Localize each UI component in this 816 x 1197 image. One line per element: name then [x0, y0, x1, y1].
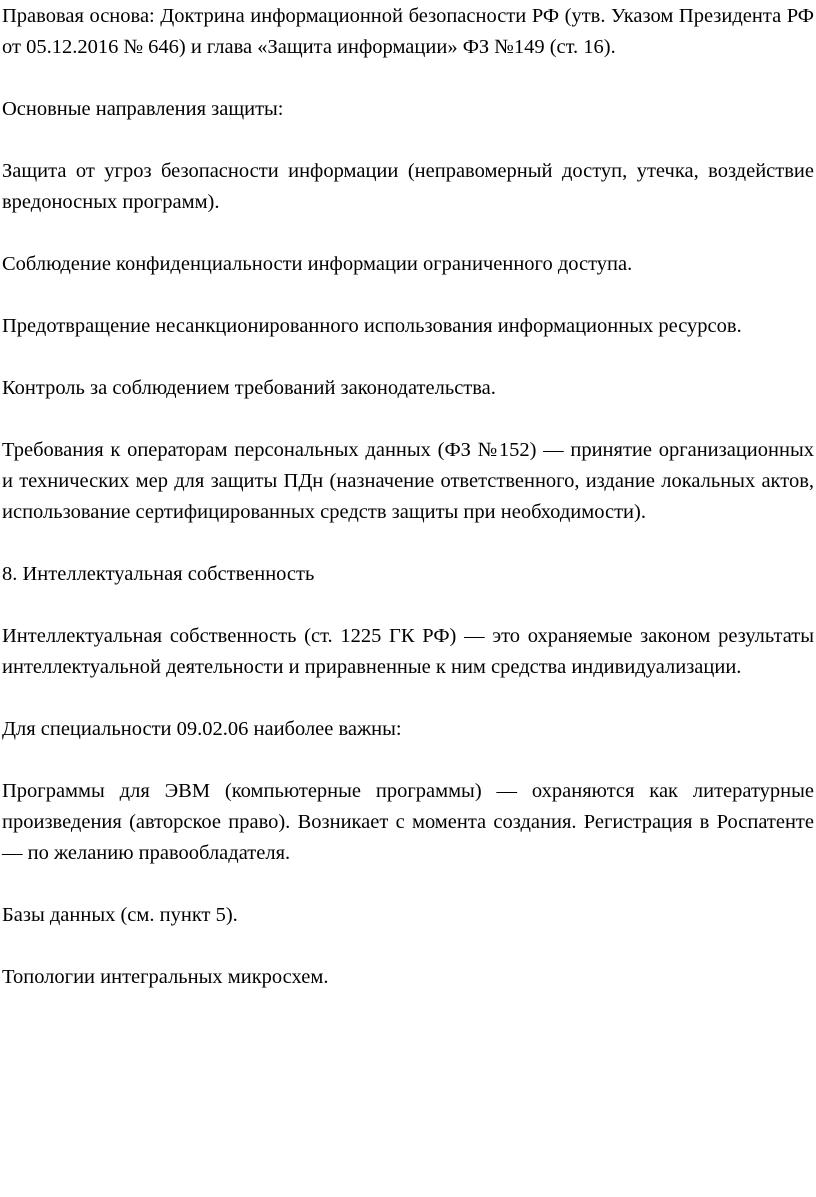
paragraph-ic-topologies: Топологии интегральных микросхем.: [2, 966, 329, 988]
paragraph-computer-programs: Программы для ЭВМ (компьютерные программы) — охраняются как литературные произведения (авторское право). Возникает с момента создания. Регистрация в Роспатенте — по желанию правообладателя.: [2, 780, 814, 864]
paragraph-threat-protection: Защита от угроз безопасности информации (неправомерный доступ, утечка, воздействие вредоносных программ).: [2, 160, 814, 213]
paragraph-personal-data-requirements: Требования к операторам персональных данных (ФЗ №152) — принятие организационных и технических мер для защиты ПДн (назначение ответственного, издание локальных актов, использование сертифицированных средств защиты при необходимости).: [2, 439, 814, 523]
paragraph-compliance-control: Контроль за соблюдением требований законодательства.: [2, 377, 496, 399]
paragraph-legal-basis: Правовая основа: Доктрина информационной безопасности РФ (утв. Указом Президента РФ от 05.12.2016 № 646) и глава «Защита информации» ФЗ №149 (ст. 16).: [2, 5, 814, 58]
paragraph-unauthorized-use-prevention: Предотвращение несанкционированного использования информационных ресурсов.: [2, 315, 742, 337]
paragraph-confidentiality: Соблюдение конфиденциальности информации ограниченного доступа.: [2, 253, 633, 275]
section-heading-intellectual-property: 8. Интеллектуальная собственность: [2, 563, 315, 585]
paragraph-databases: Базы данных (см. пункт 5).: [2, 904, 238, 926]
paragraph-specialty-important: Для специальности 09.02.06 наиболее важны:: [2, 718, 402, 740]
paragraph-ip-definition: Интеллектуальная собственность (ст. 1225 ГК РФ) — это охраняемые законом результаты интеллектуальной деятельности и приравненные к ним средства индивидуализации.: [2, 625, 814, 678]
paragraph-protection-directions-heading: Основные направления защиты:: [2, 98, 284, 120]
